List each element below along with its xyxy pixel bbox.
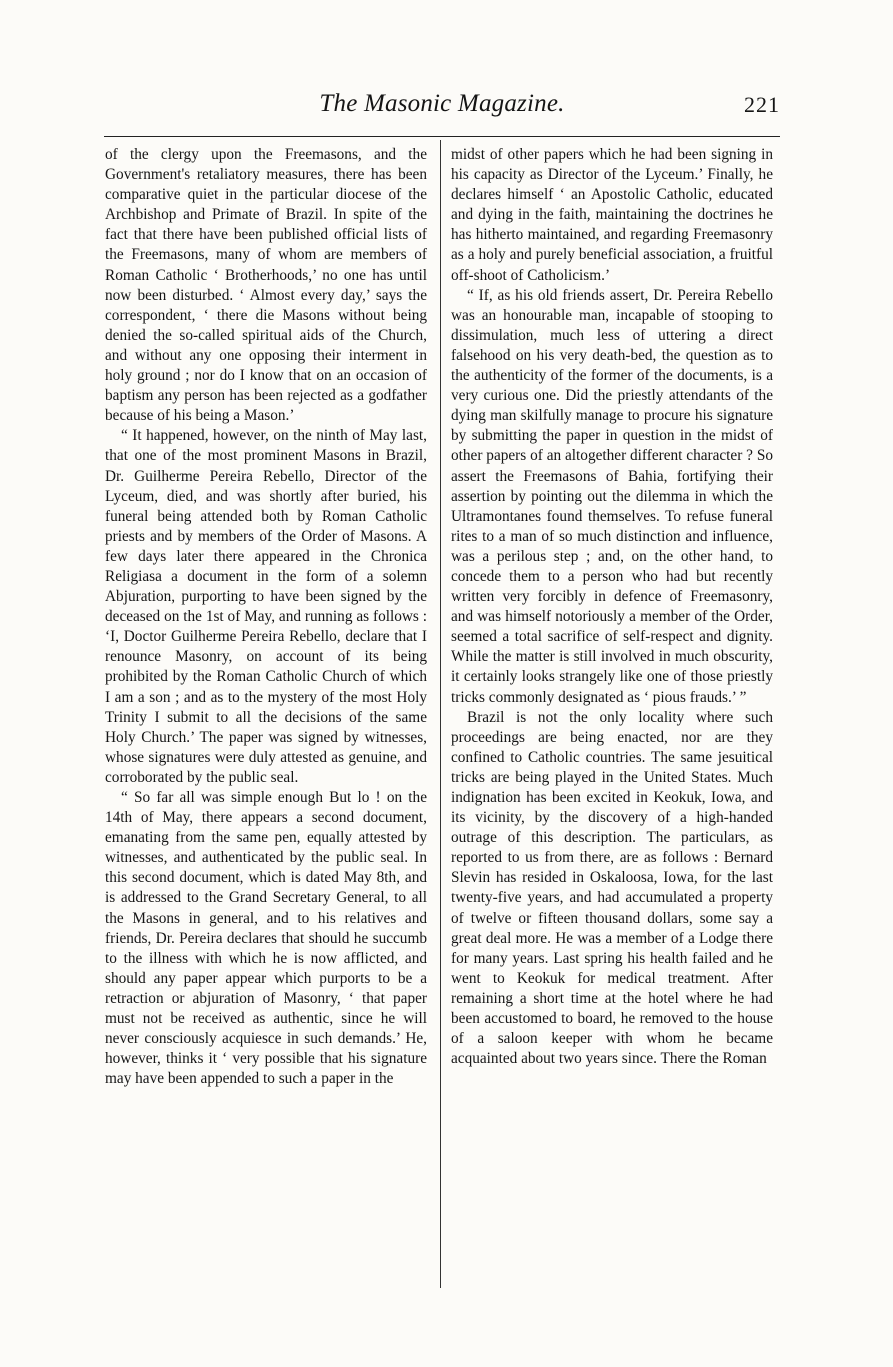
paragraph: “ It happened, however, on the ninth of May last, that one of the most prominent Masons in Brazil, Dr. Guilherme Pereira Rebello, Director of the Lyceum, died, and was shortly after buried, his funeral being attended both by Roman Catholic priests and by members of the Order of Masons. A few days later there appeared in the Chronica Religiasa a document in the form of a solemn Abjuration, purporting to have been signed by the deceased on the 1st of May, and running as follows : ‘I, Doctor Guilherme Pereira Rebello, declare that I renounce Masonry, on account of its being prohibited by the Roman Catholic Church of which I am a son ; and as to the mystery of the most Holy Trinity I submit to all the decisions of the same Holy Church.’ The paper was signed by witnesses, whose signatures were duly attested as genuine, and corroborated by the public seal. xyxy=(105,427,427,786)
paragraph-continued: midst of other papers which he had been signing in his capacity as Director of the Lyceum.’ Finally, he declares himself ‘ an Apostolic Catholic, educated and dying in the faith, maintaining the doctrines he has hitherto maintained, and regarding Freemasonry as a holy and purely beneficial association, a fruitful off-shoot of Catholicism.’ xyxy=(451,146,773,284)
paragraph: “ If, as his old friends assert, Dr. Pereira Rebello was an honourable man, incapable of stooping to dissimulation, much less of uttering a direct falsehood on his very death-bed, the question as to the authenticity of the former of the documents, is a very curious one. Did the priestly attendants of the dying man skilfully manage to procure his signature by submitting the paper in question in the midst of other papers of an altogether different character ? So assert the Freemasons of Bahia, fortifying their assertion by pointing out the dilemma in which the Ultramontanes found themselves. To refuse funeral rites to a man of so much distinction and influence, was a perilous step ; and, on the other hand, to concede them to a person who had but recently written very forcibly in defence of Freemasonry, and was himself notoriously a member of the Order, seemed a total sacrifice of self-respect and dignity. While the matter is still involved in much obscurity, it certainly looks strangely like one of those priestly tricks commonly designated as ‘ pious frauds.’ ” xyxy=(451,286,773,706)
page-number: 221 xyxy=(744,92,780,117)
paragraph: Brazil is not the only locality where such proceedings are being enacted, nor are they confined to Catholic countries. The same jesuitical tricks are being played in the United States. Much indignation has been excited in Keokuk, Iowa, and its vicinity, by the discovery of a high-handed outrage of this description. The particulars, as reported to us from there, are as follows : Bernard Slevin has resided in Oskaloosa, Iowa, for the last twenty-five years, and had accumulated a property of twelve or fifteen thousand dollars, some say a great deal more. He was a member of a Lodge there for many years. Last spring his health failed and he went to Keokuk for medical treatment. After remaining a short time at the hotel where he had been accustomed to board, he removed to the house of a saloon keeper with whom he became acquainted about two years since. There the Roman xyxy=(451,708,773,1068)
page-header xyxy=(104,88,780,128)
running-title: The Masonic Magazine. xyxy=(319,90,565,117)
header-rule xyxy=(104,136,780,137)
left-column xyxy=(105,145,427,1089)
paragraph: “ So far all was simple enough But lo ! on the 14th of May, there appears a second document, emanating from the same pen, equally attested by witnesses, and authenticated by the public seal. In this second document, which is dated May 8th, and is addressed to the Grand Secretary General, to all the Masons in general, and to his relatives and friends, Dr. Pereira declares that should he succumb to the illness with which he is now afflicted, and should any paper appear which purports to be a retraction or abjuration of Masonry, ‘ that paper must not be received as authentic, since he will never consciously acquiesce in such demands.’ He, however, thinks it ‘ very possible that his signature may have been appended to such a paper in the xyxy=(105,789,427,1088)
column-divider xyxy=(440,140,441,1288)
paragraph-continued: of the clergy upon the Freemasons, and the Government's retaliatory measures, there has been comparative quiet in the particular diocese of the Archbishop and Primate of Brazil. In spite of the fact that there have been published official lists of the Freemasons, many of whom are members of Roman Catholic ‘ Brotherhoods,’ no one has until now been disturbed. ‘ Almost every day,’ says the correspondent, ‘ there die Masons without being denied the so-called spiritual aids of the Church, and without any one opposing their interment in holy ground ; nor do I know that on an occasion of baptism any person has been rejected as a godfather because of his being a Mason.’ xyxy=(105,146,427,425)
right-column xyxy=(451,145,773,1069)
